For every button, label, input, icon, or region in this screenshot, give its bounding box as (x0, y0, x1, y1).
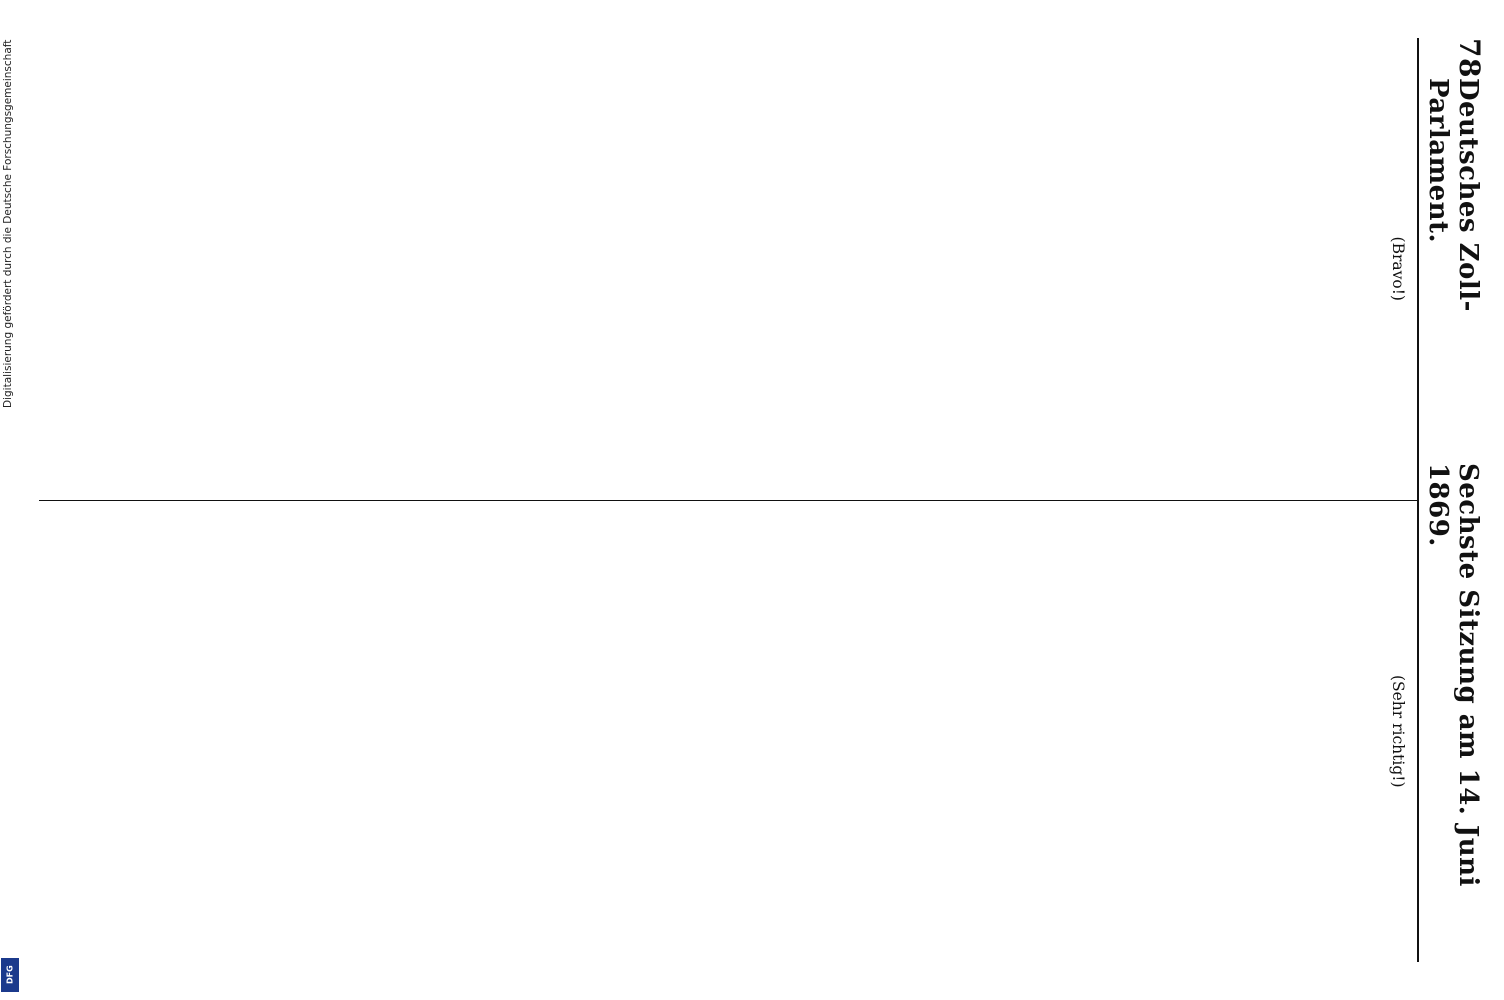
document-page (62, 20, 1492, 980)
page-number: 78 (1453, 38, 1486, 78)
text-column-right (39, 500, 1417, 963)
running-head (1417, 38, 1492, 962)
right-column-interjection: (Sehr richtig!) (1389, 674, 1407, 788)
left-column-interjection: (Bravo!) (1389, 236, 1407, 301)
session-date: Sechste Sitzung am 14. Juni 1869. (1423, 462, 1483, 887)
digitization-credit: Digitalisierung gefördert durch die Deutsche Forschungsgemeinschaft (2, 40, 14, 409)
dfg-logo: DFG (1, 958, 19, 992)
text-column-left (39, 38, 1417, 500)
publication-title: Deutsches Zoll-Parlament. (1423, 77, 1483, 312)
